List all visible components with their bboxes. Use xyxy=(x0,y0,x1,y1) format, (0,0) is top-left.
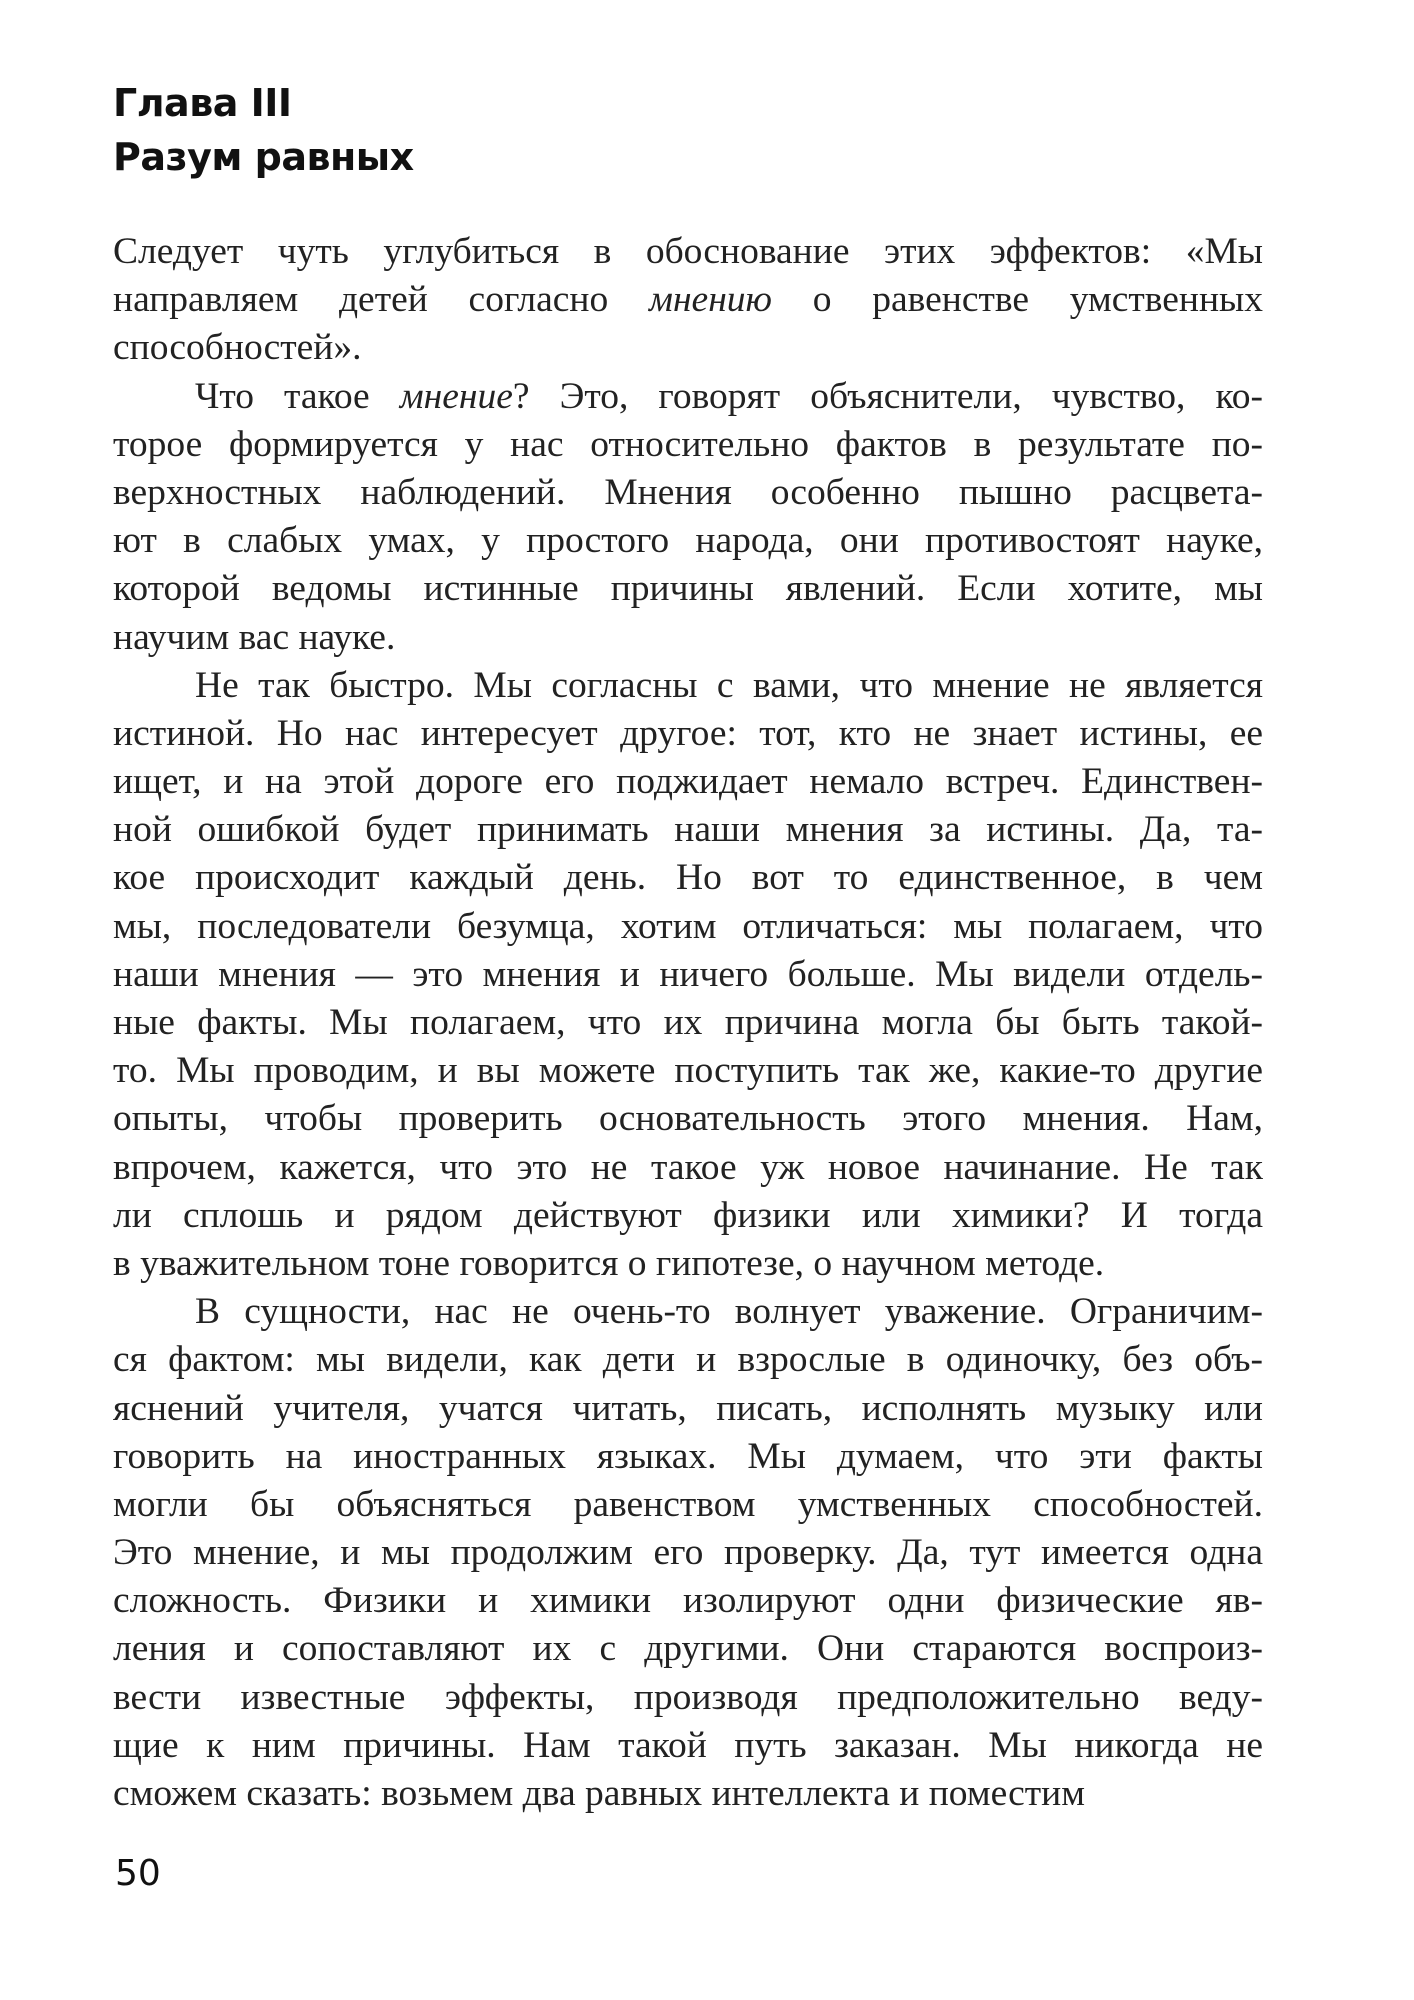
text-run: щие к ним причины. Нам такой путь заказан. Мы никогда не xyxy=(113,1724,1263,1766)
text-run: истиной. Но нас интересует другое: тот, кто не знает истины, ее xyxy=(113,712,1263,754)
chapter-header xyxy=(113,76,414,184)
text-line xyxy=(113,951,1263,999)
emphasized-text: мнение xyxy=(399,375,513,417)
text-run: направляем детей согласно xyxy=(113,279,650,321)
text-run: ? Это, говорят объяснители, чувство, ко- xyxy=(512,375,1264,417)
text-line xyxy=(113,373,1263,421)
text-line xyxy=(113,662,1263,710)
text-line xyxy=(113,903,1263,951)
text-run: ищет, и на этой дороге его поджидает немало встреч. Единствен- xyxy=(113,761,1263,803)
text-run: в уважительном тоне говорится о гипотезе, о научном методе. xyxy=(113,1242,1105,1284)
text-line xyxy=(113,1095,1263,1143)
text-line xyxy=(113,1481,1263,1529)
text-line xyxy=(113,517,1263,565)
page-number: 50 xyxy=(115,1853,161,1894)
text-run: ют в слабых умах, у простого народа, они противостоят науке, xyxy=(113,520,1263,562)
body-text xyxy=(113,228,1263,1818)
text-run: Что такое xyxy=(195,375,400,417)
text-run: Следует чуть углубиться в обоснование этих эффектов: «Мы xyxy=(113,231,1263,272)
text-line xyxy=(113,1240,1263,1288)
text-line xyxy=(113,1625,1263,1673)
chapter-number: Глава III xyxy=(113,81,292,125)
text-line xyxy=(113,276,1263,324)
paragraph xyxy=(113,662,1263,1288)
text-run: Это мнение, и мы продолжим его проверку. Да, тут имеется одна xyxy=(113,1532,1263,1574)
text-line xyxy=(113,854,1263,902)
text-run: мы, последователи безумца, хотим отличаться: мы полагаем, что xyxy=(113,905,1263,947)
text-line xyxy=(113,469,1263,517)
paragraph xyxy=(113,228,1263,373)
text-run: научим вас науке. xyxy=(113,616,396,658)
text-line xyxy=(113,1385,1263,1433)
text-run: ления и сопоставляют их с другими. Они стараются воспроиз- xyxy=(113,1628,1263,1670)
text-run: которой ведомы истинные причины явлений. Если хотите, мы xyxy=(113,568,1263,610)
text-line xyxy=(113,710,1263,758)
text-line xyxy=(113,1192,1263,1240)
text-run: наши мнения — это мнения и ничего больше. Мы видели отдель- xyxy=(113,953,1263,995)
text-run: могли бы объясняться равенством умственных способностей. xyxy=(113,1483,1263,1525)
text-run: торое формируется у нас относительно фактов в результате по- xyxy=(113,423,1263,465)
text-line xyxy=(113,1770,1263,1818)
paragraph xyxy=(113,1288,1263,1818)
text-run: опыты, чтобы проверить основательность этого мнения. Нам, xyxy=(113,1098,1263,1140)
text-line xyxy=(113,758,1263,806)
text-line xyxy=(113,1722,1263,1770)
text-run: вести известные эффекты, производя предположительно веду- xyxy=(113,1676,1263,1718)
text-line xyxy=(113,421,1263,469)
text-run: ной ошибкой будет принимать наши мнения за истины. Да, та- xyxy=(113,809,1263,851)
text-line xyxy=(113,999,1263,1047)
text-run: сможем сказать: возьмем два равных интеллекта и поместим xyxy=(113,1773,1085,1814)
text-run: кое происходит каждый день. Но вот то единственное, в чем xyxy=(113,857,1263,899)
text-line xyxy=(113,806,1263,854)
text-run: яснений учителя, учатся читать, писать, исполнять музыку или xyxy=(113,1387,1263,1429)
text-line xyxy=(113,1577,1263,1625)
text-line xyxy=(113,1336,1263,1384)
text-run: ли сплошь и рядом действуют физики или химики? И тогда xyxy=(113,1194,1263,1236)
text-line xyxy=(113,1529,1263,1577)
text-run: ные факты. Мы полагаем, что их причина могла бы быть такой- xyxy=(113,1002,1263,1043)
text-run: то. Мы проводим, и вы можете поступить так же, какие-то другие xyxy=(113,1050,1263,1092)
paragraph xyxy=(113,373,1263,662)
text-run: В сущности, нас не очень-то волнует уважение. Ограничим- xyxy=(195,1291,1263,1333)
text-line xyxy=(113,614,1263,662)
text-line xyxy=(113,1047,1263,1095)
text-run: способностей». xyxy=(113,327,362,369)
text-line xyxy=(113,1288,1263,1336)
text-run: верхностных наблюдений. Мнения особенно пышно расцвета- xyxy=(113,471,1263,513)
text-line xyxy=(113,228,1263,276)
text-run: говорить на иностранных языках. Мы думаем, что эти факты xyxy=(113,1435,1263,1477)
text-run: ся фактом: мы видели, как дети и взрослые в одиночку, без объ- xyxy=(113,1339,1263,1381)
text-run: сложность. Физики и химики изолируют одни физические яв- xyxy=(113,1580,1263,1622)
text-line xyxy=(113,1433,1263,1481)
text-run: Не так быстро. Мы согласны с вами, что мнение не является xyxy=(195,664,1263,706)
text-line xyxy=(113,324,1263,372)
chapter-title: Разум равных xyxy=(113,135,414,179)
text-run: впрочем, кажется, что это не такое уж новое начинание. Не так xyxy=(113,1146,1263,1188)
emphasized-text: мнению xyxy=(649,279,772,321)
text-line xyxy=(113,1144,1263,1192)
text-run: о равенстве умственных xyxy=(772,279,1263,321)
text-line xyxy=(113,1674,1263,1722)
text-line xyxy=(113,565,1263,613)
